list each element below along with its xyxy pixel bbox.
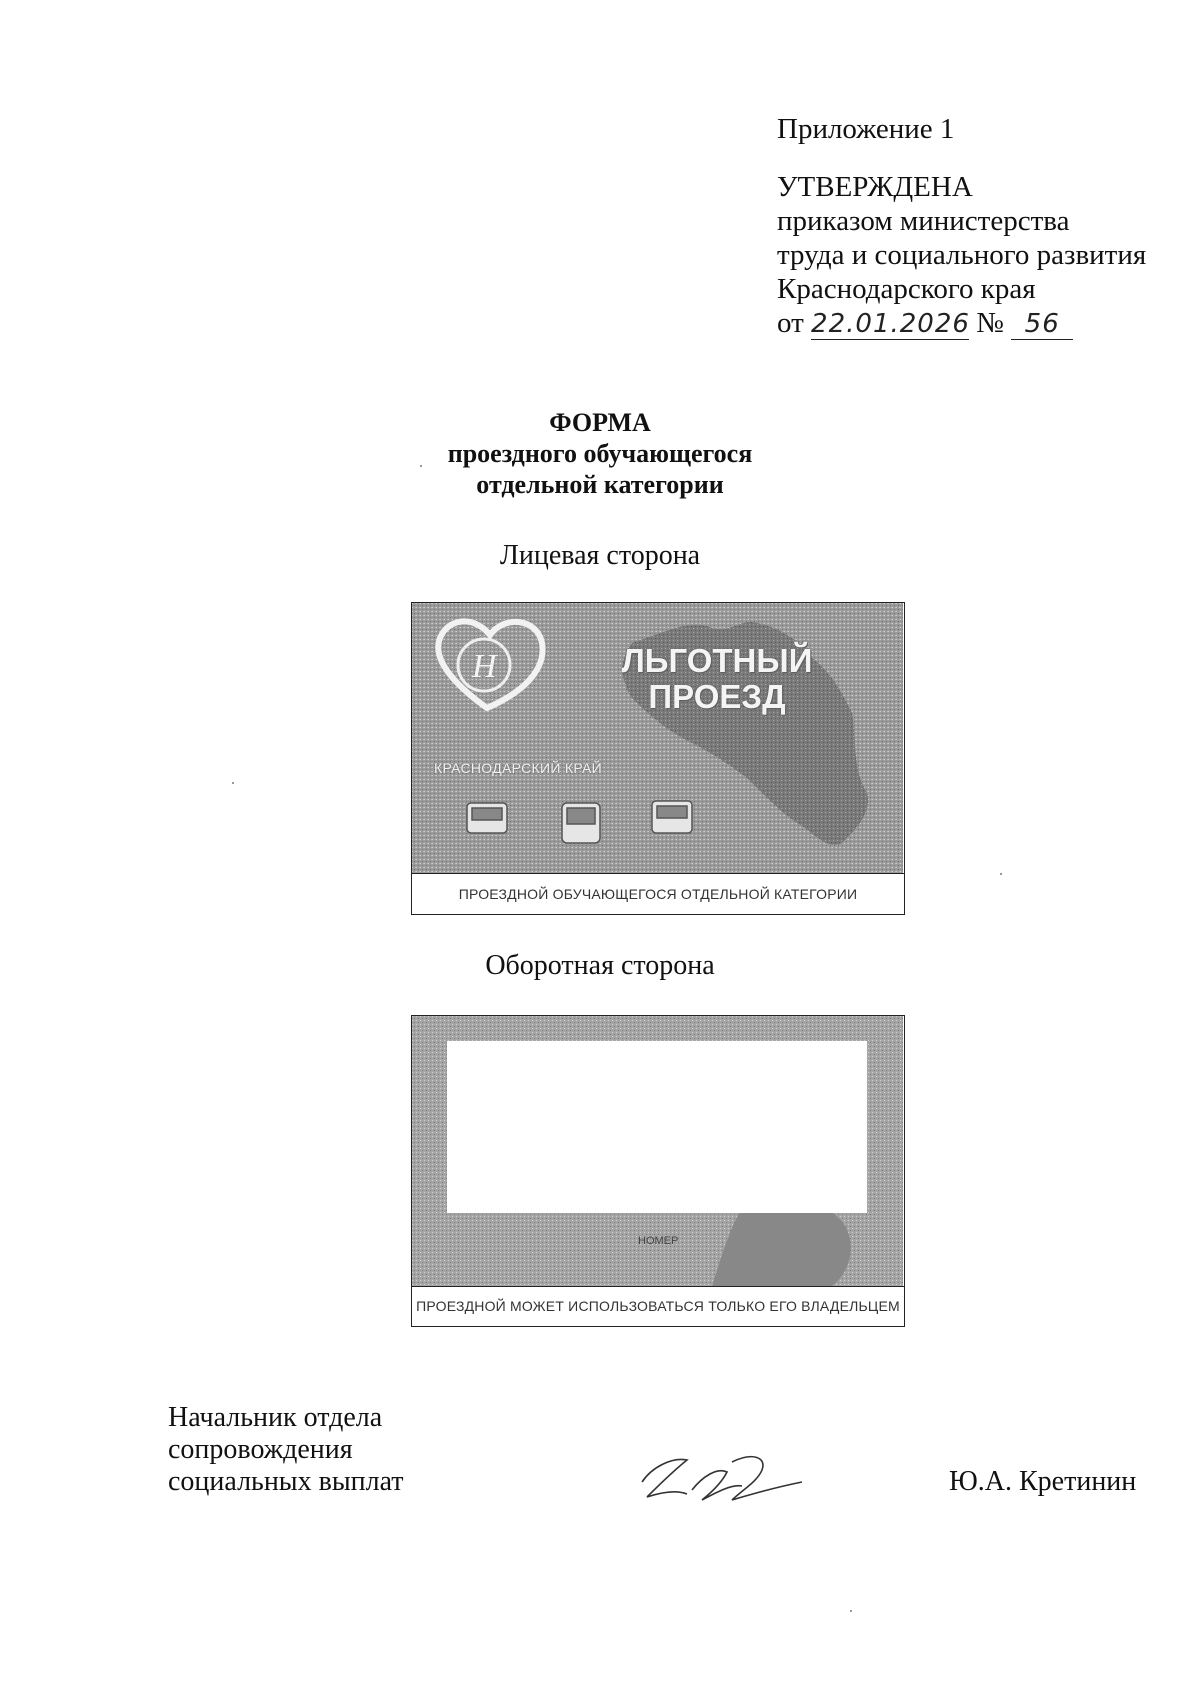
number-prefix: №: [976, 307, 1004, 339]
trolleybus-icon: [652, 801, 692, 833]
approval-line-1: приказом министерства: [777, 205, 1070, 237]
approval-line-3: Краснодарского края: [777, 273, 1036, 305]
back-card-caption: ПРОЕЗДНОЙ МОЖЕТ ИСПОЛЬЗОВАТЬСЯ ТОЛЬКО ЕГО ВЛАДЕЛЬЦЕМ: [416, 1298, 900, 1314]
scan-speck: [1000, 873, 1002, 875]
bus-icon: [467, 803, 507, 833]
form-heading: ФОРМА: [549, 408, 651, 437]
date-prefix: от: [777, 307, 804, 339]
form-title-line-1: проездного обучающегося: [447, 439, 753, 468]
handwritten-date: 22.01.2026: [811, 309, 970, 339]
form-title: [0, 407, 1200, 500]
front-card: [411, 602, 905, 915]
scan-speck: [850, 1610, 852, 1612]
front-card-title-line-2: ПРОЕЗД: [648, 678, 786, 715]
front-card-title-line-1: ЛЬГОТНЫЙ: [621, 642, 813, 679]
scan-speck: [420, 465, 422, 467]
front-card-title: [612, 643, 822, 715]
back-side-label: Оборотная сторона: [485, 950, 715, 981]
front-card-caption: ПРОЕЗДНОЙ ОБУЧАЮЩЕГОСЯ ОТДЕЛЬНОЙ КАТЕГОРИИ: [458, 886, 858, 902]
form-title-line-2: отдельной категории: [476, 470, 724, 499]
front-side-label: Лицевая сторона: [499, 540, 701, 571]
back-card: [411, 1015, 905, 1327]
approved-label: УТВЕРЖДЕНА: [777, 171, 973, 203]
approval-line-2: труда и социального развития: [777, 239, 1147, 271]
tram-icon: [562, 803, 600, 843]
handwritten-number: 56: [1011, 309, 1073, 340]
appendix-label: Приложение 1: [777, 113, 955, 145]
signer-position-line-3: социальных выплат: [168, 1466, 404, 1497]
svg-text:Н: Н: [472, 648, 497, 685]
region-label: КРАСНОДАРСКИЙ КРАЙ: [434, 760, 603, 776]
scan-speck: [232, 782, 234, 784]
signer-position-line-1: Начальник отдела: [168, 1402, 383, 1433]
approval-date-line: [777, 306, 1146, 340]
front-card-art: [412, 603, 904, 874]
back-card-art: [412, 1016, 904, 1287]
signer-name: Ю.А. Кретинин: [949, 1466, 1137, 1497]
signer-position: [168, 1402, 404, 1498]
number-label: НОМЕР: [638, 1235, 679, 1247]
handwritten-signature: [632, 1442, 812, 1512]
approval-block: [777, 112, 1146, 340]
signer-position-line-2: сопровождения: [168, 1434, 353, 1465]
blank-info-area: [447, 1041, 867, 1213]
